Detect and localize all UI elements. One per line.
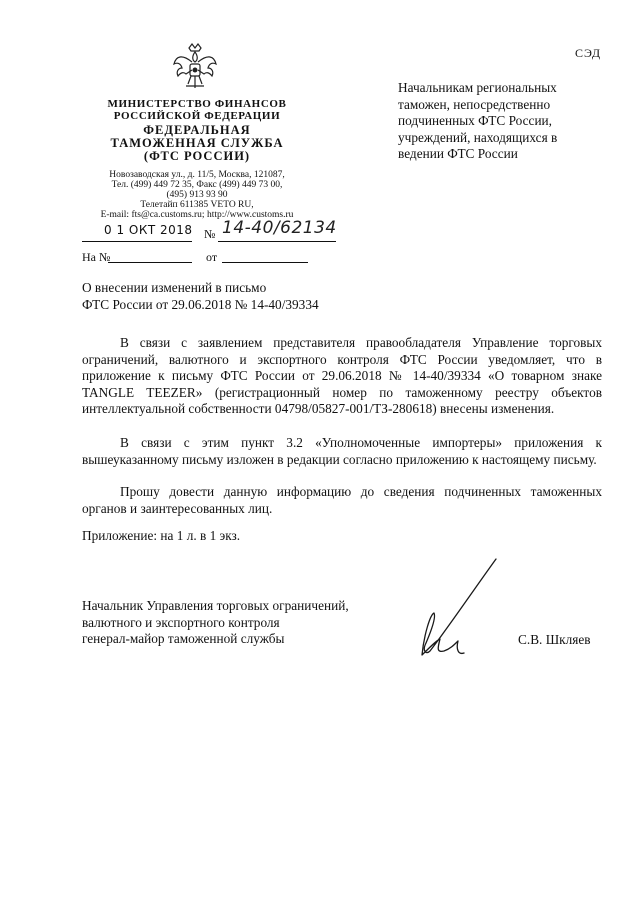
signer-name: С.В. Шкляев [518,632,591,647]
subject-line-1: О внесении изменений в письмо [82,280,267,295]
contact-block [92,170,302,220]
reference-number-blank [108,248,192,263]
attachment-note: Приложение: на 1 л. в 1 экз. [82,528,241,543]
reference-date-blank [222,248,308,263]
body-paragraph-2: В связи с этим пункт 3.2 «Уполномоченные импортеры» приложения к вышеуказанному письму изложен в редакции согласно приложению к настоящему письму. [82,435,602,467]
sed-mark: СЭД [575,46,602,60]
service-name-line-3: (ФТС РОССИИ) [143,149,251,163]
contact-phone-2: (495) 913 93 90 [166,190,228,200]
handwritten-signature [400,555,510,670]
signer-title-line-1: Начальник Управления торговых ограничений, [82,598,349,613]
contact-email: E-mail: fts@ca.customs.ru; http://www.customs.ru [100,210,294,220]
contact-teletype: Телетайп 611385 VETO RU, [140,200,254,210]
subject-line-2: ФТС России от 29.06.2018 № 14-40/39334 [82,296,319,312]
number-label: № [204,227,216,241]
signer-title-line-3: генерал-майор таможенной службы [82,631,285,646]
signer-title-line-2: валютного и экспортного контроля [82,614,280,630]
reference-label: На № [82,250,111,264]
signer-title [82,598,402,648]
coat-of-arms-emblem [172,42,218,92]
subject-heading [82,280,382,313]
body-paragraph-1: В связи с заявлением представителя правообладателя Управление торговых ограничений, валютного и экспортного контроля ФТС России уведомляет, что в приложение к письму ФТС России от 29.06.2018 № 14-40/39334 «О товарном знаке TANGLE TEEZER» (регистрационный номер по таможенному реестру объектов интеллектуальной собственности 04798/05827-001/ТЗ-280618) внесены изменения. [82,335,602,416]
registration-date-stamp: 0 1 ОКТ 2018 [104,223,193,237]
service-name [92,124,302,163]
body-paragraph-3: Прошу довести данную информацию до сведения подчиненных таможенных органов и заинтересованных лиц. [82,484,602,516]
service-name-line-1: ФЕДЕРАЛЬНАЯ [143,123,251,137]
addressee-block: Начальникам региональных таможен, непосредственно подчиненных ФТС России, учреждений, находящихся в ведении ФТС России [398,80,558,161]
registration-number: 14-40/62134 [222,218,337,238]
service-name-line-2: ТАМОЖЕННАЯ СЛУЖБА [110,136,284,150]
reference-from-label: от [206,250,218,264]
ministry-name: МИНИСТЕРСТВО ФИНАНСОВ РОССИЙСКОЙ ФЕДЕРАЦИИ [107,98,287,122]
contact-address: Новозаводская ул., д. 11/5, Москва, 121087, [109,170,285,180]
contact-phone: Тел. (499) 449 72 35, Факс (499) 449 73 00, [111,180,283,190]
